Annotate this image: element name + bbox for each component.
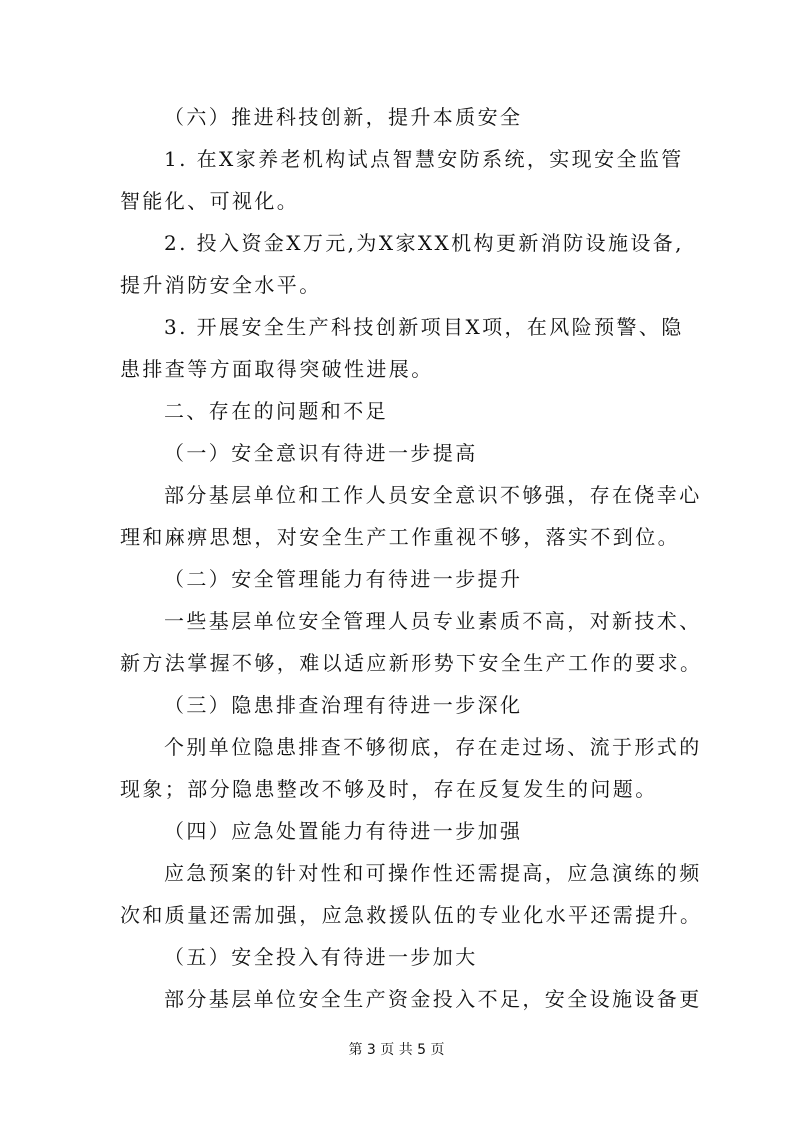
section-heading: （六）推进科技创新，提升本质安全: [164, 105, 523, 129]
paragraph-line: 2. 投入资金X万元,为X家XX机构更新消防设施设备,: [164, 231, 684, 255]
section-heading: （五）安全投入有待进一步加大: [164, 945, 478, 969]
paragraph-line: 智能化、可视化。: [120, 189, 300, 213]
paragraph-line: 应急预案的针对性和可操作性还需提高，应急演练的频: [164, 861, 702, 885]
section-heading: （二）安全管理能力有待进一步提升: [164, 567, 523, 591]
paragraph-line: 部分基层单位安全生产资金投入不足，安全设施设备更: [164, 987, 702, 1011]
paragraph-line: 部分基层单位和工作人员安全意识不够强，存在侥幸心: [164, 483, 702, 507]
paragraph-line: 个别单位隐患排查不够彻底，存在走过场、流于形式的: [164, 735, 702, 759]
paragraph-line: 次和质量还需加强，应急救援队伍的专业化水平还需提升。: [120, 903, 703, 927]
paragraph-line: 现象；部分隐患整改不够及时，存在反复发生的问题。: [120, 777, 658, 801]
paragraph-line: 患排查等方面取得突破性进展。: [120, 357, 434, 381]
paragraph-line: 1. 在X家养老机构试点智慧安防系统，实现安全监管: [164, 147, 684, 171]
page-number-footer: 第 3 页 共 5 页: [348, 1042, 445, 1058]
section-heading: （四）应急处置能力有待进一步加强: [164, 819, 523, 843]
paragraph-line: 新方法掌握不够，难以适应新形势下安全生产工作的要求。: [120, 651, 703, 675]
paragraph-line: 一些基层单位安全管理人员专业素质不高，对新技术、: [164, 609, 702, 633]
document-body: [120, 96, 703, 1020]
section-heading: （三）隐患排查治理有待进一步深化: [164, 693, 523, 717]
section-heading: （一）安全意识有待进一步提高: [164, 441, 478, 465]
chapter-heading: 二、存在的问题和不足: [164, 399, 388, 423]
paragraph-line: 理和麻痹思想，对安全生产工作重视不够，落实不到位。: [120, 525, 680, 549]
paragraph-line: 提升消防安全水平。: [120, 273, 322, 297]
paragraph-line: 3. 开展安全生产科技创新项目X项，在风险预警、隐: [164, 315, 684, 339]
